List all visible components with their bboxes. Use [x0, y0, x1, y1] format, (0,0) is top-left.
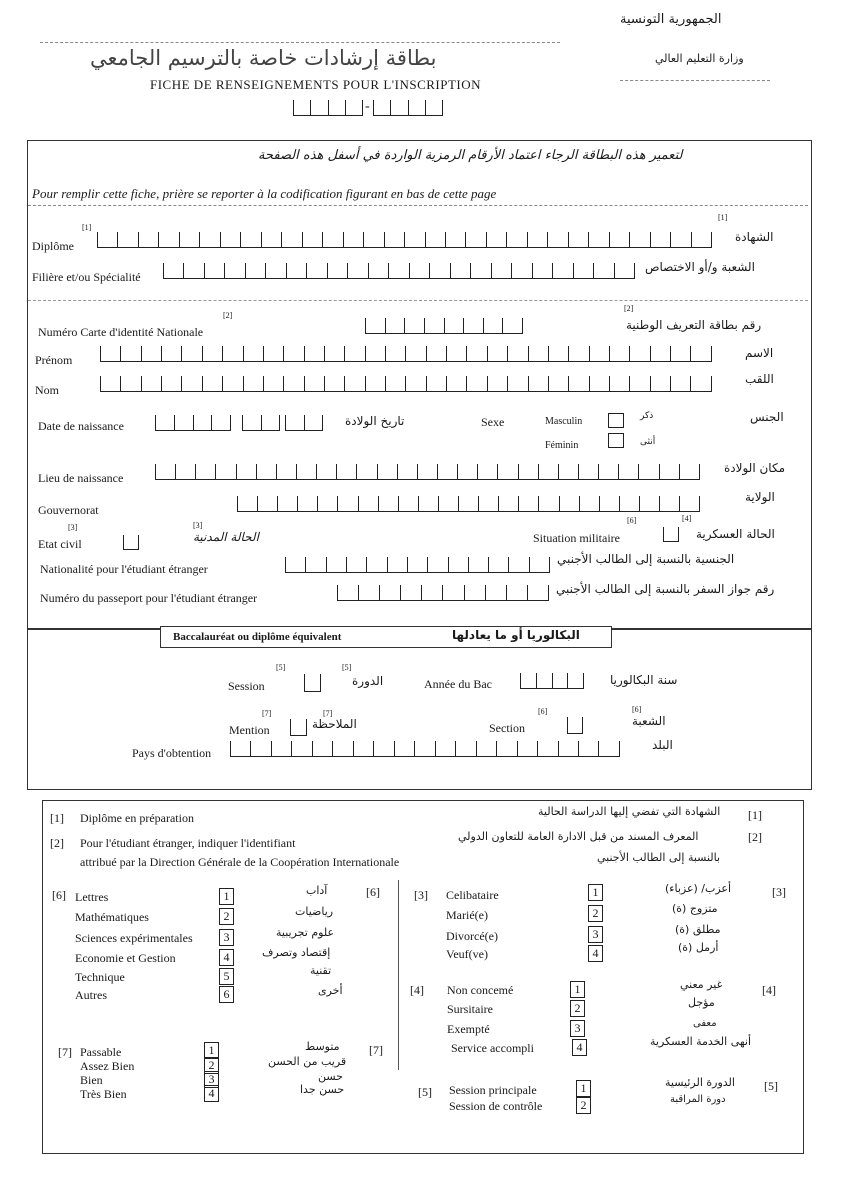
militaire-code-fr: Service accompli [451, 1041, 534, 1055]
session-code-fr: Session principale [449, 1083, 537, 1097]
prenom-label-ar: الاسم [745, 346, 774, 360]
sections-tag: [6] [52, 888, 66, 902]
etat-code-fr: Marié(e) [446, 908, 488, 922]
ref-4: [4] [682, 514, 692, 523]
militaire-code-fr: Exempté [447, 1022, 490, 1036]
prenom-label: Prénom [35, 353, 73, 367]
militaire-code-ar: معفى [693, 1018, 717, 1029]
note-1-tag: [1] [50, 811, 64, 825]
note-2-ar1: المعرف المسند من قبل الادارة العامة للتعاون الدولي [458, 830, 699, 843]
title-dash [40, 42, 560, 43]
mention-label: Mention [229, 723, 270, 737]
nat-field[interactable] [285, 557, 550, 573]
section-code-num: 5 [219, 968, 234, 985]
etat-code-num: 4 [588, 945, 603, 962]
pays-label-ar: البلد [652, 738, 673, 752]
nat-label: Nationalité pour l'étudiant étranger [40, 562, 208, 576]
session-label: Session [228, 679, 265, 693]
etat-tag-ar: [3] [772, 885, 786, 899]
note-1-ar-tag: [1] [748, 808, 762, 822]
registration-number-part2[interactable] [373, 100, 443, 116]
section-code-ar: آداب [306, 884, 328, 897]
militaire-code-num: 3 [570, 1020, 585, 1037]
etat-checkbox[interactable] [123, 535, 139, 550]
bac-title-ar: البكالوريا أو ما يعادلها [452, 628, 580, 642]
gouv-label: Gouvernorat [38, 503, 99, 517]
mention-tag: [7] [58, 1045, 72, 1059]
mention-code-fr: Passable [80, 1045, 122, 1059]
form-title-fr: FICHE DE RENSEIGNEMENTS POUR L'INSCRIPTION [150, 77, 482, 92]
pays-label: Pays d'obtention [132, 746, 212, 760]
republic-label: الجمهورية التونسية [620, 12, 722, 27]
feminin-label-ar: أنثى [640, 437, 656, 447]
nat-label-ar: الجنسية بالنسبة إلى الطالب الأجنبي [557, 552, 735, 566]
form-title-ar: بطاقة إرشادات خاصة بالترسيم الجامعي [90, 46, 437, 70]
section-label-ar: الشعبة [632, 714, 666, 728]
etat-label-ar: الحالة المدنية [193, 530, 259, 544]
mention-code-num: 1 [204, 1042, 219, 1059]
note-2-ar-tag: [2] [748, 830, 762, 844]
nom-label: Nom [35, 383, 59, 397]
masculin-label: Masculin [545, 416, 583, 427]
nom-field[interactable] [100, 376, 712, 392]
lieu-label-ar: مكان الولادة [724, 461, 786, 475]
sections-tag-ar: [6] [366, 885, 380, 899]
section-code-ar: رياضيات [295, 905, 334, 918]
pays-field[interactable] [230, 741, 620, 757]
militaire-code-fr: Sursitaire [447, 1002, 493, 1016]
ref-6-section-ar: [6] [632, 705, 642, 714]
militaire-tag: [4] [410, 983, 424, 997]
pass-label-ar: رقم جواز السفر بالنسبة إلى الطالب الأجنبي [556, 582, 775, 596]
annee-label-ar: سنة البكالوريا [610, 673, 678, 687]
etat-tag: [3] [414, 888, 428, 902]
session-code-num: 1 [576, 1080, 591, 1097]
instructions-dash [28, 205, 808, 206]
etat-code-fr: Divorcé(e) [446, 929, 498, 943]
ref-3: [3] [68, 523, 78, 532]
diplome-label: Diplôme [32, 239, 74, 253]
mention-code-num: 2 [204, 1057, 219, 1074]
note-2-tag: [2] [50, 836, 64, 850]
section-code-fr: Economie et Gestion [75, 951, 176, 965]
ref-5-ar: [5] [342, 663, 352, 672]
birth-month-field[interactable] [242, 415, 280, 431]
militaire-code-ar: غير معني [680, 978, 723, 991]
mention-label-ar: الملاحظة [312, 717, 357, 731]
session-checkbox[interactable] [304, 674, 321, 692]
mention-code-fr: Assez Bien [80, 1059, 135, 1073]
section-code-fr: Sciences expérimentales [75, 931, 193, 945]
ref-2: [2] [223, 311, 233, 320]
hyphen: - [365, 99, 370, 114]
etat-code-ar: أعزب/ (عزباء) [665, 882, 732, 895]
codes-divider [398, 880, 399, 1070]
ref-6: [6] [627, 516, 637, 525]
gouv-field[interactable] [237, 496, 700, 512]
session-tag: [5] [418, 1085, 432, 1099]
etat-code-num: 2 [588, 905, 603, 922]
naissance-label: Date de naissance [38, 419, 124, 433]
mention-code-ar: حسن [318, 1070, 343, 1083]
mention-code-ar: قريب من الحسن [268, 1055, 347, 1068]
section-code-ar: تقنية [310, 964, 332, 977]
section-code-num: 6 [219, 986, 234, 1003]
ref-2-ar: [2] [624, 304, 634, 313]
session-code-fr: Session de contrôle [449, 1099, 543, 1113]
pass-field[interactable] [337, 585, 549, 601]
mention-code-num: 3 [204, 1071, 219, 1088]
etat-code-num: 1 [588, 884, 603, 901]
cin-label-ar: رقم بطاقة التعريف الوطنية [626, 318, 762, 332]
section-code-ar: علوم تجريبية [276, 926, 335, 939]
militaire-label: Situation militaire [533, 531, 620, 545]
nom-label-ar: اللقب [745, 372, 774, 386]
militaire-label-ar: الحالة العسكرية [696, 527, 775, 541]
lieu-field[interactable] [155, 464, 700, 480]
mention-code-fr: Bien [80, 1073, 103, 1087]
etat-code-fr: Veuf(ve) [446, 947, 488, 961]
section-code-fr: Autres [75, 988, 107, 1002]
section-code-fr: Technique [75, 970, 125, 984]
militaire-tag-ar: [4] [762, 983, 776, 997]
gouv-label-ar: الولاية [745, 490, 775, 504]
etat-code-fr: Celibataire [446, 888, 499, 902]
militaire-code-num: 1 [570, 981, 585, 998]
section-code-fr: Lettres [75, 890, 109, 904]
filiere-label-ar: الشعبة و/أو الاختصاص [645, 260, 755, 274]
lieu-label: Lieu de naissance [38, 471, 124, 485]
militaire-checkbox[interactable] [663, 527, 679, 542]
section-code-num: 2 [219, 908, 234, 925]
cin-field[interactable] [365, 318, 523, 334]
section-code-ar: أخرى [318, 984, 343, 997]
militaire-code-fr: Non concemé [447, 983, 514, 997]
pass-label: Numéro du passeport pour l'étudiant étranger [40, 591, 258, 605]
cin-label: Numéro Carte d'identité Nationale [38, 325, 204, 339]
note-2-ar2: بالنسبة إلى الطالب الأجنبي [597, 851, 721, 864]
section-code-num: 1 [219, 888, 234, 905]
note-2-fr2: attribué par la Direction Générale de la Coopération Internationale [80, 855, 400, 869]
section-code-num: 3 [219, 929, 234, 946]
session-label-ar: الدورة [352, 674, 384, 688]
bac-section [27, 628, 812, 790]
session-tag-ar: [5] [764, 1079, 778, 1093]
ref-3-ar: [3] [193, 521, 203, 530]
ref-5: [5] [276, 663, 286, 672]
birth-year-field[interactable] [155, 415, 231, 431]
mention-code-ar: متوسط [305, 1040, 340, 1053]
note-2-fr1: Pour l'étudiant étranger, indiquer l'identifiant [80, 836, 296, 850]
sexe-label: Sexe [481, 415, 505, 429]
note-1-ar: الشهادة التي تفضي إليها الدراسة الحالية [538, 805, 721, 818]
filiere-field[interactable] [163, 263, 635, 279]
naissance-label-ar: تاريخ الولادة [345, 414, 405, 428]
sexe-label-ar: الجنس [750, 410, 784, 424]
militaire-code-ar: مؤجل [688, 996, 715, 1009]
section-divider-1 [28, 300, 808, 301]
diplome-field[interactable] [97, 232, 712, 248]
militaire-code-num: 4 [572, 1039, 587, 1056]
etat-code-ar: متزوج (ة) [672, 902, 718, 915]
note-1-fr: Diplôme en préparation [80, 811, 194, 825]
mention-tag-ar: [7] [369, 1043, 383, 1057]
session-code-num: 2 [576, 1097, 591, 1114]
etat-code-ar: أرمل (ة) [678, 941, 719, 954]
ministry-label: وزارة التعليم العالي [655, 52, 744, 65]
masculin-label-ar: ذكر [640, 411, 654, 421]
ref-1-ar: [1] [718, 213, 728, 222]
annee-field[interactable] [520, 673, 584, 689]
etat-code-num: 3 [588, 926, 603, 943]
annee-label: Année du Bac [424, 677, 492, 691]
masculin-checkbox[interactable] [608, 413, 624, 428]
header-dash [620, 80, 770, 81]
bac-title: Baccalauréat ou diplôme équivalent [173, 631, 342, 643]
mention-code-fr: Très Bien [80, 1087, 127, 1101]
birth-day-field[interactable] [285, 415, 323, 431]
ref-6-section: [6] [538, 707, 548, 716]
section-checkbox[interactable] [567, 717, 583, 734]
session-code-ar: الدورة الرئيسية [665, 1076, 735, 1089]
diplome-label-ar: الشهادة [735, 230, 774, 244]
ref-7: [7] [262, 709, 272, 718]
ref-1: [1] [82, 223, 92, 232]
mention-code-ar: حسن جدا [300, 1083, 345, 1096]
ref-7-ar: [7] [323, 709, 333, 718]
militaire-code-ar: أنهى الخدمة العسكرية [650, 1035, 752, 1048]
registration-number-part1[interactable] [293, 100, 363, 116]
feminin-checkbox[interactable] [608, 433, 624, 448]
militaire-code-num: 2 [570, 1000, 585, 1017]
etat-code-ar: مطلق (ة) [675, 923, 721, 936]
mention-code-num: 4 [204, 1085, 219, 1102]
feminin-label: Féminin [545, 440, 579, 451]
filiere-label: Filière et/ou Spécialité [32, 270, 141, 284]
instructions-ar: لتعمير هذه البطاقة الرجاء اعتماد الأرقام الرمزية الواردة في أسفل هذه الصفحة [258, 148, 683, 163]
instructions-fr: Pour remplir cette fiche, prière se reporter à la codification figurant en bas de cette page [32, 186, 497, 201]
section-code-ar: إقتصاد وتصرف [262, 946, 331, 959]
section-label: Section [489, 721, 525, 735]
session-code-ar: دورة المراقبة [670, 1094, 726, 1105]
prenom-field[interactable] [100, 346, 712, 362]
mention-checkbox[interactable] [290, 719, 307, 736]
etat-label: Etat civil [38, 537, 82, 551]
section-code-num: 4 [219, 949, 234, 966]
section-code-fr: Mathématiques [75, 910, 149, 924]
